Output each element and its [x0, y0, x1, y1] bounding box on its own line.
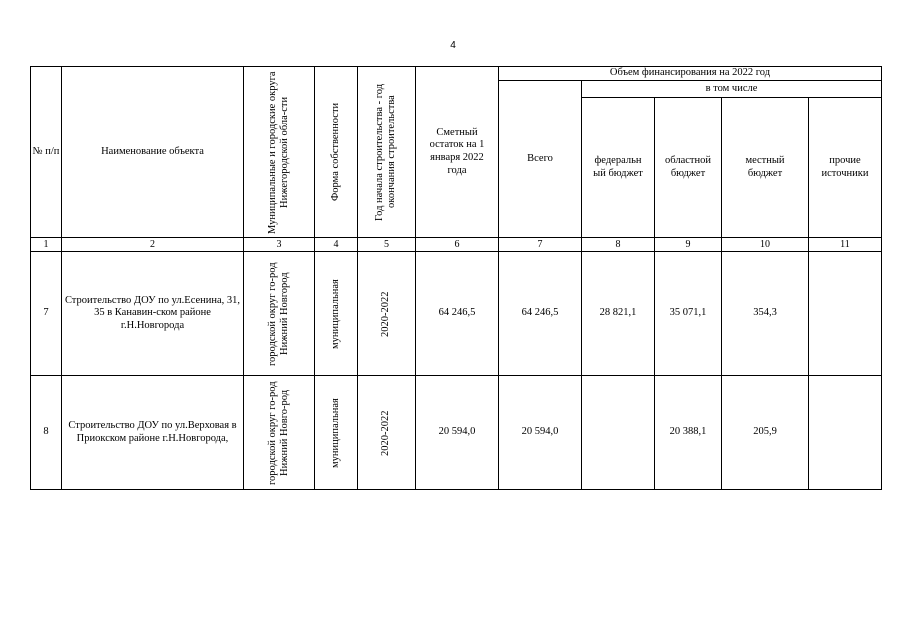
column-number: 5 [358, 238, 416, 252]
header-municipal [244, 67, 315, 238]
header-ownership-text: Форма собственности [329, 102, 341, 202]
row-federal: 28 821,1 [582, 252, 655, 376]
row-local: 205,9 [722, 376, 809, 490]
header-other: прочие источники [809, 98, 882, 238]
header-years-text: Год начала строительства - год окончания строительства [374, 83, 398, 221]
header-object-name: Наименование объекта [62, 67, 244, 238]
header-years [358, 67, 416, 238]
row-balance: 20 594,0 [416, 376, 499, 490]
row-federal [582, 376, 655, 490]
row-ownership [315, 376, 358, 490]
row-ownership-text: муниципальная [329, 397, 341, 468]
column-number: 6 [416, 238, 499, 252]
header-regional: областной бюджет [655, 98, 722, 238]
column-number: 2 [62, 238, 244, 252]
header-local: местный бюджет [722, 98, 809, 238]
page-number: 4 [450, 40, 456, 51]
row-municipal-text: городской округ го-род Нижний Новгород [266, 261, 290, 366]
row-municipal [244, 376, 315, 490]
column-number: 8 [582, 238, 655, 252]
row-regional: 20 388,1 [655, 376, 722, 490]
table-row [31, 252, 882, 376]
row-years-text: 2020-2022 [380, 290, 392, 337]
row-object-name: Строительство ДОУ по ул.Есенина, 31, 35 в Канавин-ском районе г.Н.Новгорода [62, 252, 244, 376]
header-municipal-text: Муниципальные и городские округа Нижегородской обла-сти [266, 70, 290, 234]
column-number: 11 [809, 238, 882, 252]
row-regional: 35 071,1 [655, 252, 722, 376]
row-municipal-text: городской округ го-род Нижний Новго-род [266, 380, 290, 485]
column-number: 10 [722, 238, 809, 252]
row-years [358, 252, 416, 376]
column-number: 7 [499, 238, 582, 252]
header-funding-group: Объем финансирования на 2022 год [499, 67, 882, 81]
header-including: в том числе [582, 81, 882, 98]
row-other [809, 376, 882, 490]
row-years-text: 2020-2022 [380, 409, 392, 456]
header-federal: федеральн ый бюджет [582, 98, 655, 238]
header-no: № п/п [31, 67, 62, 238]
column-number: 1 [31, 238, 62, 252]
column-number: 4 [315, 238, 358, 252]
header-ownership [315, 67, 358, 238]
row-ownership [315, 252, 358, 376]
row-ownership-text: муниципальная [329, 278, 341, 349]
header-total: Всего [499, 81, 582, 238]
row-municipal [244, 252, 315, 376]
financing-table [30, 66, 882, 490]
column-number: 9 [655, 238, 722, 252]
row-no: 8 [31, 376, 62, 490]
row-local: 354,3 [722, 252, 809, 376]
column-number: 3 [244, 238, 315, 252]
row-balance: 64 246,5 [416, 252, 499, 376]
header-balance: Сметный остаток на 1 января 2022 года [416, 67, 499, 238]
row-object-name: Строительство ДОУ по ул.Верховая в Приокском районе г.Н.Новгорода, [62, 376, 244, 490]
column-numbers-row [31, 238, 882, 252]
table-row [31, 376, 882, 490]
row-other [809, 252, 882, 376]
row-no: 7 [31, 252, 62, 376]
row-total: 20 594,0 [499, 376, 582, 490]
row-total: 64 246,5 [499, 252, 582, 376]
row-years [358, 376, 416, 490]
